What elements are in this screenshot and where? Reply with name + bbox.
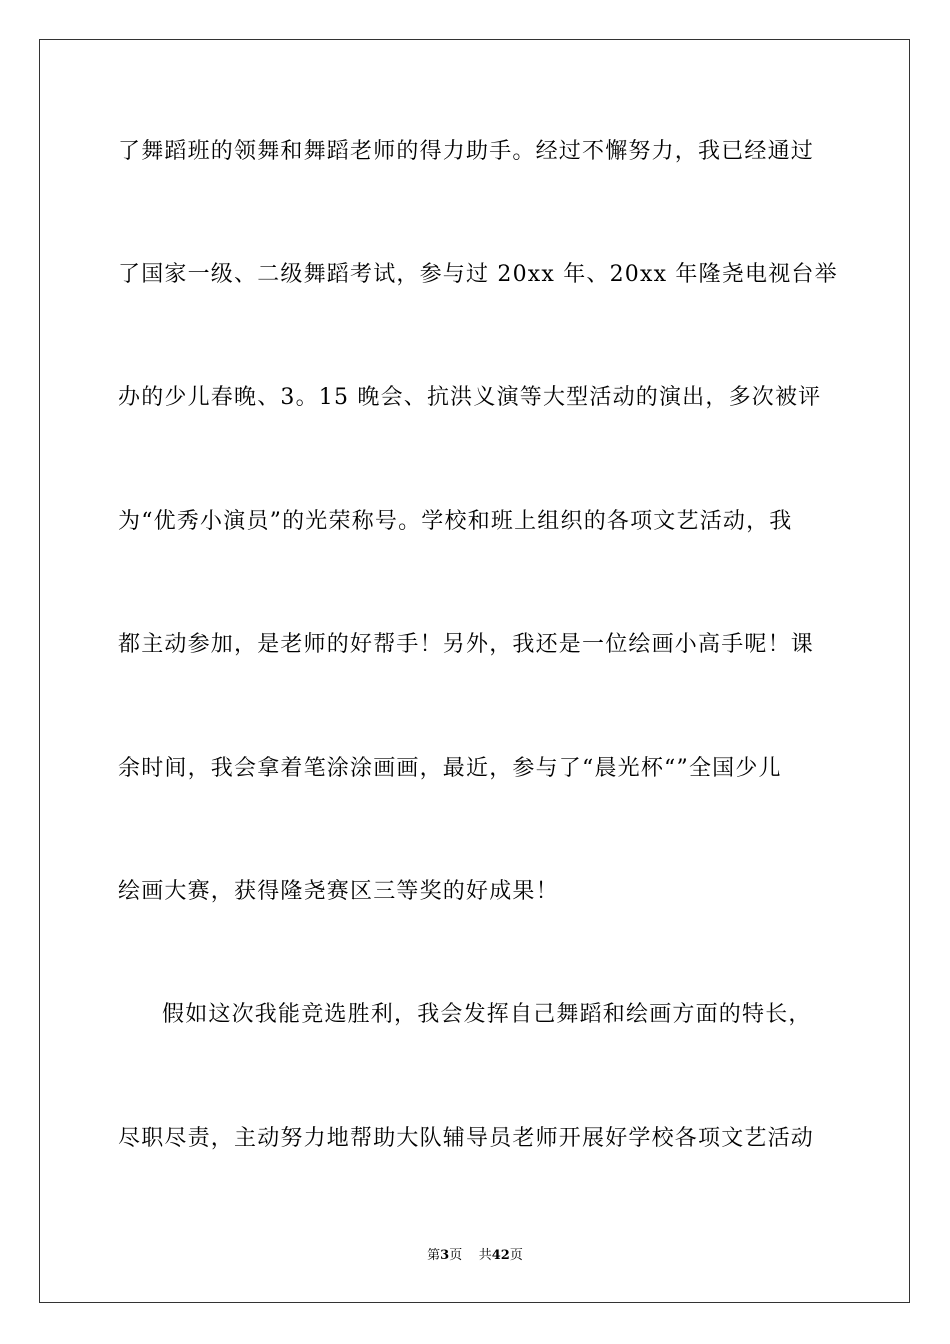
page-border	[39, 39, 910, 1303]
paragraph-2-line-1: 假如这次我能竞选胜利，我会发挥自己舞蹈和绘画方面的特长，	[162, 1002, 812, 1027]
footer-total-suffix: 页	[509, 1248, 523, 1263]
text-line-4: 为“优秀小演员”的光荣称号。学校和班上组织的各项文艺活动，我	[118, 509, 793, 534]
text-line-6: 余时间，我会拿着笔涂涂画画，最近，参与了“晨光杯“”全国少儿	[118, 756, 782, 781]
text-line-7: 绘画大赛，获得隆尧赛区三等奖的好成果！	[118, 879, 559, 904]
page-footer	[0, 1247, 950, 1265]
total-pages-number: 42	[491, 1248, 510, 1263]
footer-page-word: 页	[449, 1248, 463, 1263]
footer-total-prefix: 共	[478, 1248, 492, 1263]
text-line-3: 办的少儿春晚、3。15 晚会、抗洪义演等大型活动的演出，多次被评	[118, 385, 822, 410]
current-page-number: 3	[440, 1248, 450, 1263]
text-line-5: 都主动参加，是老师的好帮手！另外，我还是一位绘画小高手呢！课	[118, 632, 815, 657]
footer-prefix: 第	[427, 1248, 441, 1263]
paragraph-2-line-2: 尽职尽责，主动努力地帮助大队辅导员老师开展好学校各项文艺活动	[118, 1126, 815, 1151]
text-line-2: 了国家一级、二级舞蹈考试，参与过 20xx 年、20xx 年隆尧电视台举	[118, 262, 838, 287]
text-line-1: 了舞蹈班的领舞和舞蹈老师的得力助手。经过不懈努力，我已经通过	[118, 139, 815, 164]
